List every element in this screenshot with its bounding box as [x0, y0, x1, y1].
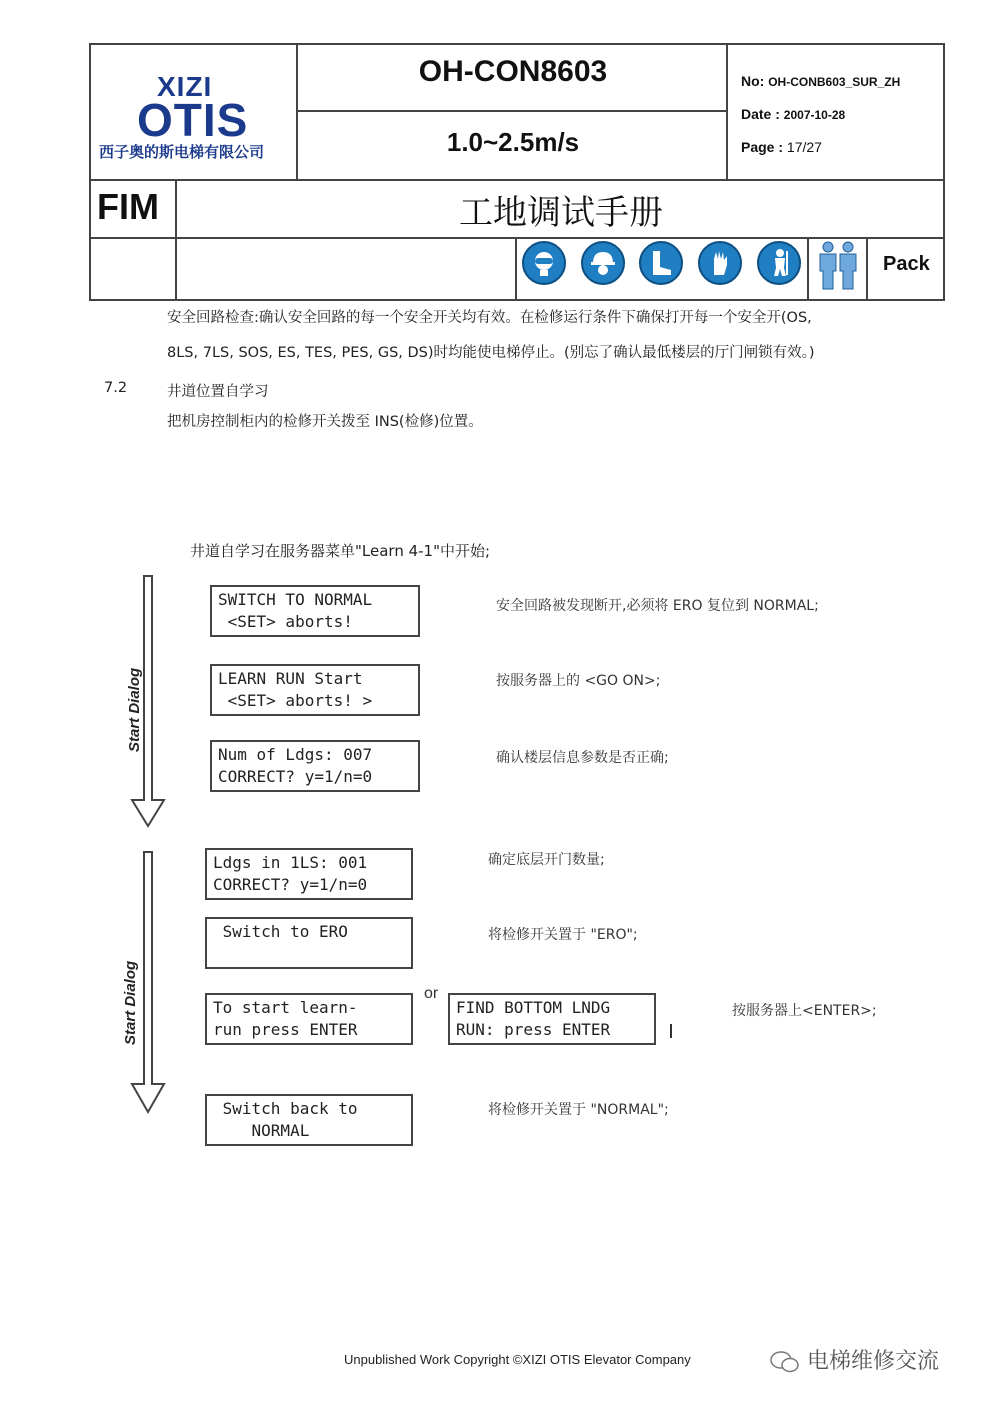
header-divider — [91, 237, 943, 239]
note-switch-back-to-normal: 将检修开关置于 "NORMAL"; — [488, 1102, 669, 1118]
lcd-screen-find-bottom-lndg — [448, 993, 656, 1045]
lcd-line-1: Ldgs in 1LS: 001 — [213, 853, 368, 872]
logo-otis: OTIS — [137, 94, 249, 146]
speed-range: 1.0~2.5m/s — [446, 127, 580, 157]
header-divider — [866, 237, 868, 299]
watermark — [770, 1344, 939, 1375]
diagram-intro: 井道自学习在服务器菜单"Learn 4-1"中开始; — [190, 542, 491, 560]
chat-bubble-icon — [770, 1350, 800, 1374]
lcd-line-1: SWITCH TO NORMAL — [218, 590, 373, 609]
document-code: OH-CON8603 — [418, 55, 608, 88]
header-divider — [296, 110, 726, 112]
lcd-line-1: FIND BOTTOM LNDG — [456, 998, 611, 1017]
doc-page-label: Page : — [741, 139, 784, 155]
doc-page-value: 17/27 — [786, 139, 822, 155]
lcd-screen-switch-back-to-normal — [205, 1094, 413, 1146]
cursor-mark — [670, 1024, 672, 1038]
section-title: 井道位置自学习 — [167, 384, 269, 400]
header-divider — [807, 237, 809, 299]
logo-xizi: XIZI — [157, 71, 213, 102]
doc-date-label: Date : — [741, 106, 780, 122]
document-title: 工地调试手册 — [459, 193, 663, 233]
start-dialog-label-2: Start Dialog — [122, 960, 139, 1045]
safety-boots-icon — [639, 241, 683, 285]
document-header — [89, 43, 945, 301]
copyright-footer: Unpublished Work Copyright ©XIZI OTIS Elevator Company — [344, 1352, 691, 1367]
lcd-screen-start-learn-run — [205, 993, 413, 1045]
lcd-screen-switch-to-normal — [210, 585, 420, 637]
doc-page — [741, 139, 822, 155]
ins-instruction: 把机房控制柜内的检修开关拨至 INS(检修)位置。 — [167, 414, 483, 430]
start-dialog-label-1: Start Dialog — [126, 667, 143, 752]
lcd-screen-learn-run-start — [210, 664, 420, 716]
header-divider — [91, 179, 943, 181]
note-ldgs-in-1ls: 确定底层开门数量; — [488, 852, 605, 868]
doc-date-value: 2007-10-28 — [783, 108, 846, 122]
safety-check-line-2: 8LS, 7LS, SOS, ES, TES, PES, GS, DS)时均能使电梯停止。(别忘了确认最低楼层的厅门闸锁有效。) — [167, 345, 815, 361]
lcd-line-1: LEARN RUN Start — [218, 669, 363, 688]
doc-number-label: No: — [741, 73, 765, 89]
helmet-icon — [581, 241, 625, 285]
doc-number-value: OH-CONB603_SUR_ZH — [768, 75, 901, 89]
note-switch-to-normal: 安全回路被发现断开,必须将 ERO 复位到 NORMAL; — [496, 598, 819, 614]
lcd-line-2: <SET> aborts! > — [218, 691, 373, 710]
lcd-line-2: CORRECT? y=1/n=0 — [218, 767, 373, 786]
lcd-screen-switch-to-ero — [205, 917, 413, 969]
note-press-enter: 按服务器上<ENTER>; — [732, 1003, 877, 1019]
goggles-icon — [522, 241, 566, 285]
lcd-screen-num-of-ldgs — [210, 740, 420, 792]
company-name: 西子奥的斯电梯有限公司 — [99, 143, 265, 161]
doc-date — [741, 106, 845, 122]
safety-check-line-1: 安全回路检查:确认安全回路的每一个安全开关均有效。在检修运行条件下确保打开每一个安全开(OS, — [167, 310, 812, 326]
section-number: 7.2 — [104, 380, 128, 396]
or-label: or — [424, 985, 439, 1002]
lcd-screen-ldgs-in-1ls — [205, 848, 413, 900]
note-learn-run-start: 按服务器上的 <GO ON>; — [496, 673, 661, 689]
lcd-line-1: Switch back to — [213, 1099, 358, 1118]
lcd-line-2: NORMAL — [213, 1121, 310, 1140]
lcd-line-2: RUN: press ENTER — [456, 1020, 611, 1039]
lcd-line-2: run press ENTER — [213, 1020, 358, 1039]
watermark-text: 电梯维修交流 — [807, 1349, 940, 1374]
two-persons-icon — [815, 241, 861, 291]
fim-label: FIM — [97, 186, 159, 227]
lcd-line-1: Num of Ldgs: 007 — [218, 745, 373, 764]
lcd-line-2: <SET> aborts! — [218, 612, 353, 631]
lcd-line-1: To start learn- — [213, 998, 358, 1017]
lcd-line-2: CORRECT? y=1/n=0 — [213, 875, 368, 894]
pack-label: Pack — [883, 253, 930, 275]
doc-number — [741, 73, 900, 89]
harness-icon — [757, 241, 801, 285]
gloves-icon — [698, 241, 742, 285]
note-switch-to-ero: 将检修开关置于 "ERO"; — [488, 927, 638, 943]
note-num-of-ldgs: 确认楼层信息参数是否正确; — [496, 750, 669, 766]
header-divider — [515, 237, 517, 299]
lcd-line-1: Switch to ERO — [213, 922, 348, 941]
